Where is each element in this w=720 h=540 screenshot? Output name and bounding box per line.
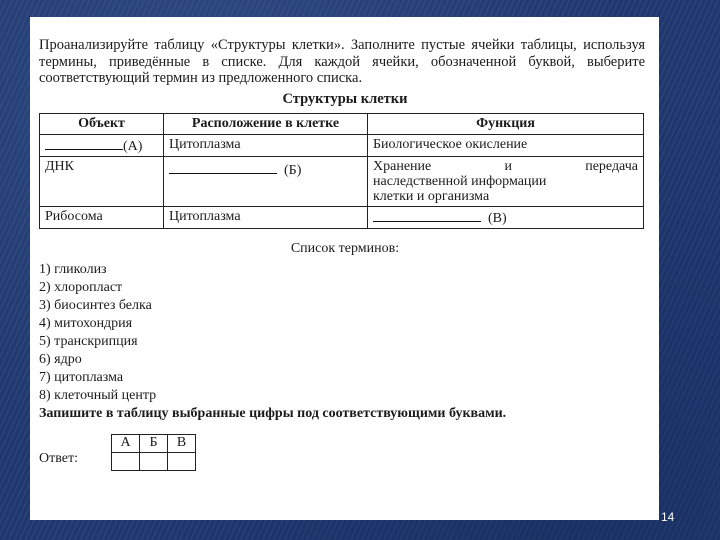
blank-line <box>45 137 123 150</box>
function-line: наследственной информации <box>373 173 547 189</box>
table-row <box>40 206 644 228</box>
final-instruction: Запишите в таблицу выбранные цифры под соответствующими буквами. <box>39 405 507 421</box>
blank-line <box>373 209 481 222</box>
header-location: Расположение в клетке <box>164 113 368 134</box>
answer-section <box>39 434 651 471</box>
function-word: и <box>504 158 512 174</box>
cell-object: ДНК <box>40 156 164 206</box>
answer-header-v: В <box>168 434 196 452</box>
list-item: 2) хлоропласт <box>39 279 123 295</box>
answer-label: Ответ: <box>39 450 78 466</box>
cell-object: Рибосома <box>40 206 164 228</box>
answer-input-row <box>112 452 196 470</box>
list-item: 1) гликолиз <box>39 261 107 277</box>
cell-location-blank[interactable] <box>164 156 368 206</box>
table-row <box>40 134 644 156</box>
header-object: Объект <box>40 113 164 134</box>
cell-location: Цитоплазма <box>164 134 368 156</box>
function-line: клетки и организма <box>373 188 490 204</box>
answer-cell-v[interactable] <box>168 452 196 470</box>
blank-line <box>169 161 277 174</box>
letter-a-marker: (А) <box>123 138 143 154</box>
table-title: Структуры клетки <box>282 90 408 107</box>
list-item: 3) биосинтез белка <box>39 297 152 313</box>
answer-table <box>111 434 196 471</box>
worksheet <box>30 17 659 520</box>
cell-function-blank[interactable] <box>368 206 644 228</box>
answer-cell-b[interactable] <box>140 452 168 470</box>
cell-function: Биологическое окисление <box>368 134 644 156</box>
cell-object-blank[interactable] <box>40 134 164 156</box>
page-number: 14 <box>661 510 675 524</box>
answer-cell-a[interactable] <box>112 452 140 470</box>
answer-header-b: Б <box>140 434 168 452</box>
cell-structures-table <box>39 113 644 229</box>
letter-v-marker: (В) <box>488 210 507 226</box>
list-item: 8) клеточный центр <box>39 387 157 403</box>
table-header-row <box>40 113 644 134</box>
table-row <box>40 156 644 206</box>
terms-title: Список терминов: <box>290 240 400 256</box>
list-item: 7) цитоплазма <box>39 369 124 385</box>
function-word: передача <box>585 158 638 174</box>
letter-b-marker: (Б) <box>284 162 302 178</box>
list-item: 6) ядро <box>39 351 82 367</box>
function-line <box>373 159 638 174</box>
list-item: 4) митохондрия <box>39 315 133 331</box>
header-function: Функция <box>368 113 644 134</box>
answer-header-row <box>112 434 196 452</box>
function-word: Хранение <box>373 158 432 174</box>
answer-header-a: А <box>112 434 140 452</box>
task-instruction: Проанализируйте таблицу «Структуры клетки». Заполните пустые ячейки таблицы, используя термины, приведённые в списке. Для каждой ячейки, обозначенной буквой, выберите соответствующий термин из предложенного списка. <box>39 37 645 86</box>
terms-list <box>39 261 651 405</box>
list-item: 5) транскрипция <box>39 333 138 349</box>
cell-location: Цитоплазма <box>164 206 368 228</box>
cell-function-multiline <box>368 156 644 206</box>
